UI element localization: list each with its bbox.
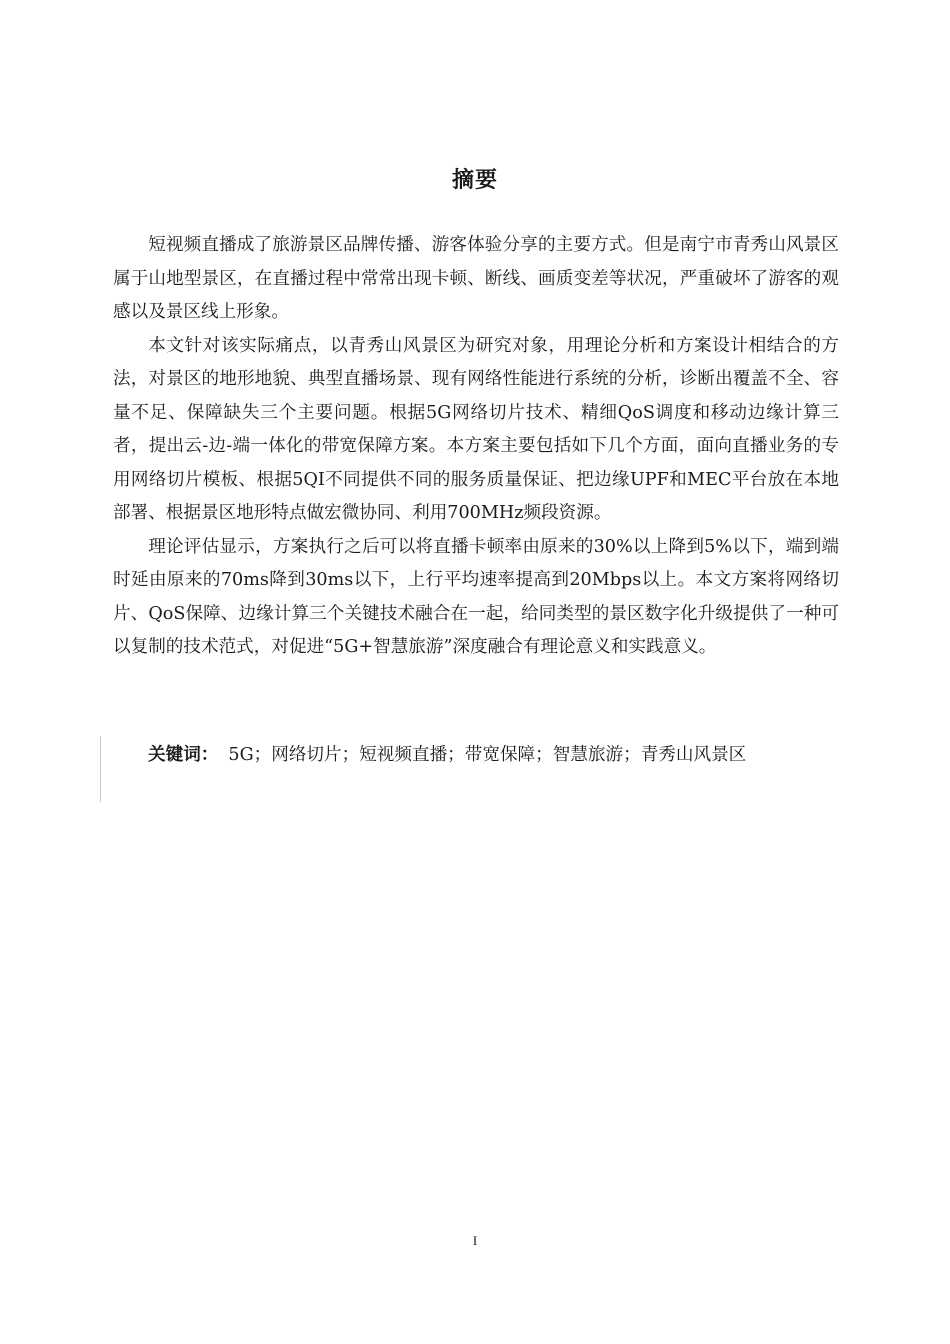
page-title: 摘要 xyxy=(451,168,498,193)
keywords-label: 关键词： xyxy=(148,745,219,765)
keywords-margin-bar xyxy=(100,736,101,802)
abstract-paragraph-3: 理论评估显示，方案执行之后可以将直播卡顿率由原来的30%以上降到5%以下，端到端时延由原来的70ms降到30ms以下，上行平均速率提高到20Mbps以上。本文方案将网络切片、QoS保障、边缘计算三个关键技术融合在一起，给同类型的景区数字化升级提供了一种可以复制的技术范式，对促进“5G+智慧旅游”深度融合有理论意义和实践意义。 xyxy=(113,536,839,657)
abstract-paragraph-1: 短视频直播成了旅游景区品牌传播、游客体验分享的主要方式。但是南宁市青秀山风景区属于山地型景区，在直播过程中常常出现卡顿、断线、画质变差等状况，严重破坏了游客的观感以及景区线上形象。 xyxy=(113,235,839,322)
page-number: I xyxy=(472,1233,478,1248)
abstract-paragraph-2: 本文针对该实际痛点，以青秀山风景区为研究对象，用理论分析和方案设计相结合的方法，对景区的地形地貌、典型直播场景、现有网络性能进行系统的分析，诊断出覆盖不全、容量不足、保障缺失三个主要问题。根据5G网络切片技术、精细QoS调度和移动边缘计算三者，提出云-边-端一体化的带宽保障方案。本方案主要包括如下几个方面，面向直播业务的专用网络切片模板、根据5QI不同提供不同的服务质量保证、把边缘UPF和MEC平台放在本地部署、根据景区地形特点做宏微协同、利用700MHz频段资源。 xyxy=(113,335,839,523)
abstract-body xyxy=(113,229,839,665)
keywords-section xyxy=(148,740,848,770)
keywords-values: 5G；网络切片；短视频直播；带宽保障；智慧旅游；青秀山风景区 xyxy=(228,745,747,765)
